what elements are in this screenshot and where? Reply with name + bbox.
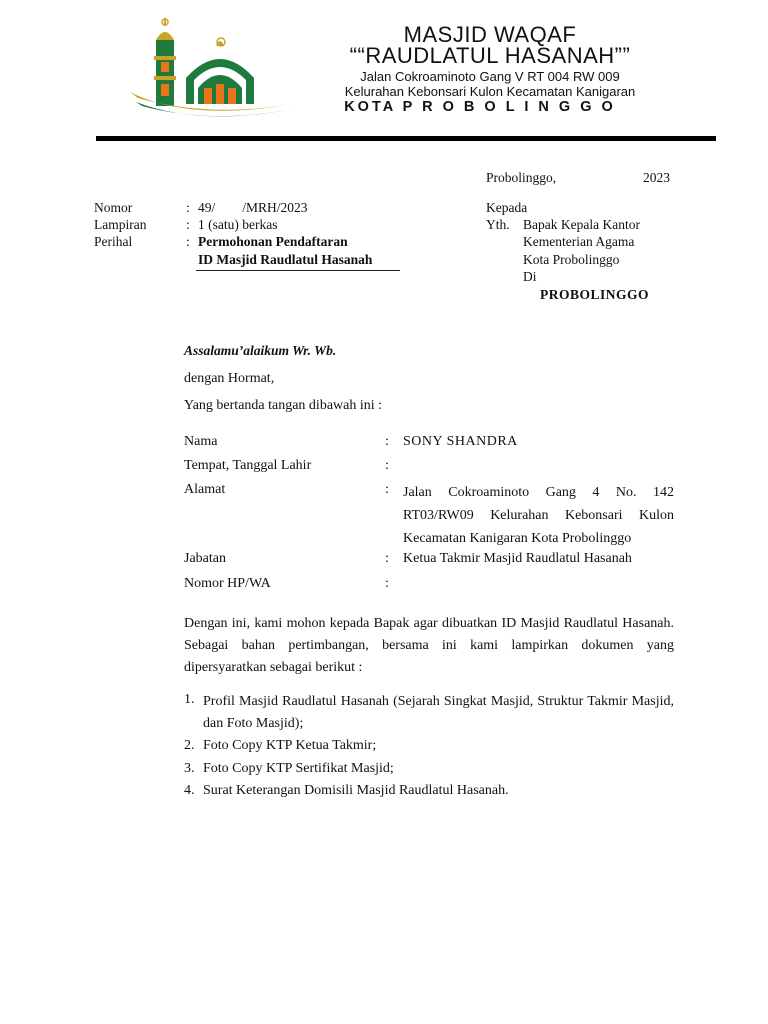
recipient-city: PROBOLINGGO [540,287,650,302]
field-alamat-sep: : [385,482,389,497]
header-title: MASJID WAQAF [403,22,577,47]
field-jabatan-label: Jabatan [184,551,226,566]
recipient-line-1: Bapak Kepala Kantor [523,217,640,232]
greeting: Assalamu’alaikum Wr. Wb. [184,343,337,358]
list-item-3-text: Foto Copy KTP Sertifikat Masjid; [203,761,394,776]
field-alamat-label: Alamat [184,482,226,497]
meta-perihal-sep: : [186,234,190,249]
meta-nomor-value: 49/ /MRH/2023 [198,200,308,215]
field-nama-sep: : [385,434,389,449]
meta-nomor-sep: : [186,200,190,215]
intro-text: Yang bertanda tangan dibawah ini : [184,398,383,413]
salutation: dengan Hormat, [184,371,275,386]
meta-perihal-value: Permohonan Pendaftaran [198,234,348,249]
body-paragraph: Dengan ini, kami mohon kepada Bapak agar dibuatkan ID Masjid Raudlatul Hasanah. Sebagai bahan pertimbangan, bersama ini kami lampirkan dokumen yang dipersyaratkan sebagai berikut : [184,616,674,675]
recipient-line-2: Kementerian Agama [523,234,635,249]
header-divider [96,136,716,141]
list-item-4-num: 4. [184,783,195,798]
recipient-line-3: Kota Probolinggo [523,252,620,267]
list-item-1-num: 1. [184,692,195,707]
meta-lampiran-sep: : [186,217,190,232]
field-ttl-sep: : [385,458,389,473]
meta-perihal-line-2: ID Masjid Raudlatul Hasanah [198,252,373,267]
list-item-3-num: 3. [184,761,195,776]
recipient-kepada: Kepada [486,200,528,215]
field-alamat-value: Jalan Cokroaminoto Gang 4 No. 142 RT03/RW09 Kelurahan Kebonsari Kulon Kecamatan Kanigaran Kota Probolinggo [403,485,674,546]
field-ttl-label: Tempat, Tanggal Lahir [184,458,312,473]
header-address-line-1: Jalan Cokroaminoto Gang V RT 004 RW 009 [360,69,620,84]
list-item-2-text: Foto Copy KTP Ketua Takmir; [203,738,377,753]
list-item-4-text: Surat Keterangan Domisili Masjid Raudlatul Hasanah. [203,783,509,798]
list-item-2-num: 2. [184,738,195,753]
field-nama-label: Nama [184,434,218,449]
field-hp-sep: : [385,576,389,591]
mosque-logo-icon [128,18,296,122]
recipient-line-4: Di [523,269,537,284]
field-nama-value: SONY SHANDRA [403,434,518,449]
field-jabatan-sep: : [385,551,389,566]
header-city: KOTA P R O B O L I N G G O [344,99,616,115]
field-jabatan-value: Ketua Takmir Masjid Raudlatul Hasanah [403,551,632,566]
perihal-underline [196,270,400,271]
meta-nomor-label: Nomor [94,200,133,215]
meta-perihal-label: Perihal [94,234,133,249]
recipient-yth: Yth. [486,217,510,232]
meta-lampiran-label: Lampiran [94,217,147,232]
header-mosque-name: ““RAUDLATUL HASANAH”” [349,43,631,68]
meta-lampiran-value: 1 (satu) berkas [198,217,278,232]
list-item-1-text: Profil Masjid Raudlatul Hasanah (Sejarah Singkat Masjid, Struktur Takmir Masjid, dan Foto Masjid); [203,694,674,731]
letter-place: Probolinggo, [486,170,557,185]
header-address-line-2: Kelurahan Kebonsari Kulon Kecamatan Kanigaran [344,84,636,99]
field-hp-label: Nomor HP/WA [184,576,271,591]
letter-year: 2023 [643,170,670,185]
